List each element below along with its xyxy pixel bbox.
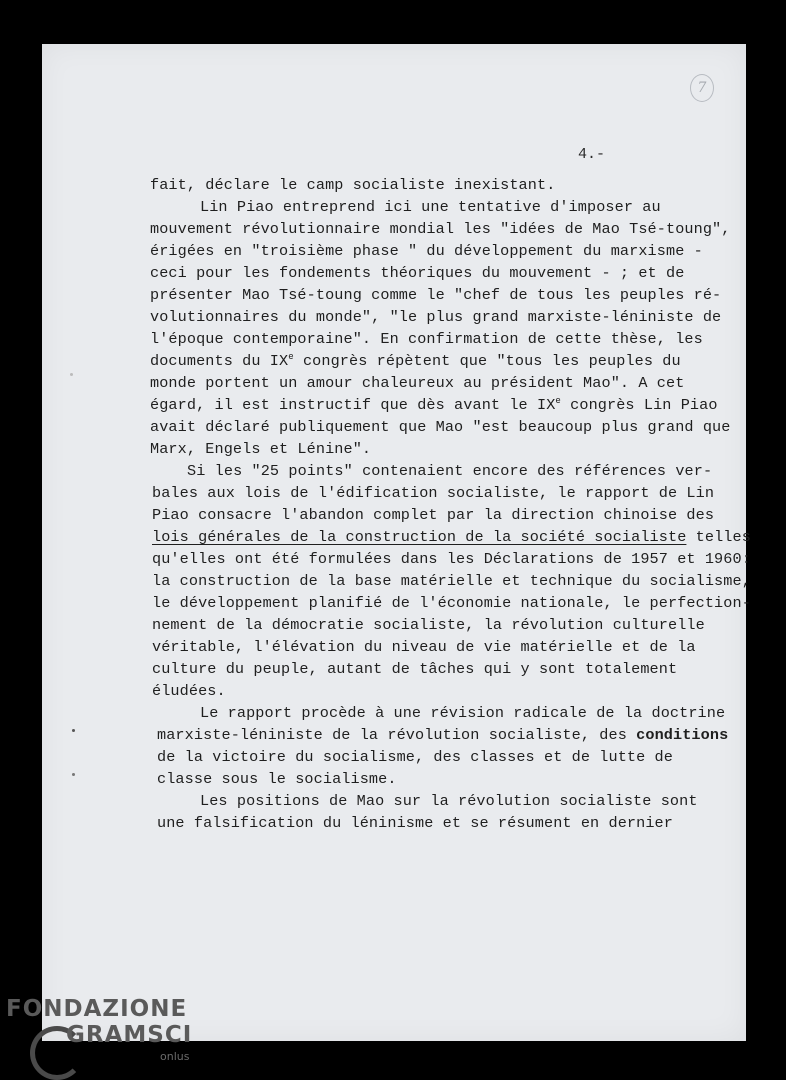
text-line: érigées en "troisième phase " du développement du marxisme - [150, 242, 703, 260]
text-line: monde portent un amour chaleureux au président Mao". A cet [150, 374, 685, 392]
margin-mark [72, 729, 75, 732]
text-line: Piao consacre l'abandon complet par la direction chinoise des [152, 506, 715, 524]
text-line: qu'elles ont été formulées dans les Déclarations de 1957 et 1960: [152, 550, 751, 568]
text-line: Le rapport procède à une révision radicale de la doctrine [200, 704, 726, 722]
text-line: avait déclaré publiquement que Mao "est beaucoup plus grand que [150, 418, 731, 436]
text-line: l'époque contemporaine". En confirmation de cette thèse, les [150, 330, 703, 348]
watermark-subtitle: onlus [160, 1050, 190, 1063]
page-number: 4.- [578, 146, 606, 163]
watermark-logo: FONDAZIONE GRAMSCI [6, 996, 193, 1048]
text-line: bales aux lois de l'édification socialiste, le rapport de Lin [152, 484, 715, 502]
text-line: Si les "25 points" contenaient encore des références ver- [187, 462, 713, 480]
text-line: marxiste-léniniste de la révolution socialiste, des conditions [157, 726, 729, 744]
text-line: la construction de la base matérielle et technique du socialisme, [152, 572, 751, 590]
text-line: nement de la démocratie socialiste, la révolution culturelle [152, 616, 705, 634]
text-line: véritable, l'élévation du niveau de vie matérielle et de la [152, 638, 696, 656]
margin-mark [70, 373, 73, 376]
archive-stamp: 7 [690, 74, 714, 102]
text-line: de la victoire du socialisme, des classes et de lutte de [157, 748, 673, 766]
text-line: éludées. [152, 682, 226, 700]
text-line: Lin Piao entreprend ici une tentative d'imposer au [200, 198, 661, 216]
text-line: culture du peuple, autant de tâches qui y sont totalement [152, 660, 678, 678]
margin-mark [72, 773, 75, 776]
text-line: lois générales de la construction de la société socialiste telles [152, 528, 751, 546]
text-line: volutionnaires du monde", "le plus grand marxiste-léniniste de [150, 308, 722, 326]
text-line: égard, il est instructif que dès avant le IXe congrès Lin Piao [150, 395, 718, 414]
text-line: Marx, Engels et Lénine". [150, 440, 372, 458]
text-line: fait, déclare le camp socialiste inexistant. [150, 176, 556, 194]
underlined-phrase: lois générales de la construction de la société socialiste [152, 528, 687, 546]
text-line: présenter Mao Tsé-toung comme le "chef de tous les peuples ré- [150, 286, 722, 304]
text-line: le développement planifié de l'économie nationale, le perfection- [152, 594, 751, 612]
text-line: ceci pour les fondements théoriques du mouvement - ; et de [150, 264, 685, 282]
text-line: classe sous le socialisme. [157, 770, 397, 788]
text-line: Les positions de Mao sur la révolution socialiste sont [200, 792, 698, 810]
text-line: documents du IXe congrès répètent que "tous les peuples du [150, 351, 681, 370]
text-line: une falsification du léninisme et se résument en dernier [157, 814, 673, 832]
text-line: mouvement révolutionnaire mondial les "idées de Mao Tsé-toung", [150, 220, 731, 238]
